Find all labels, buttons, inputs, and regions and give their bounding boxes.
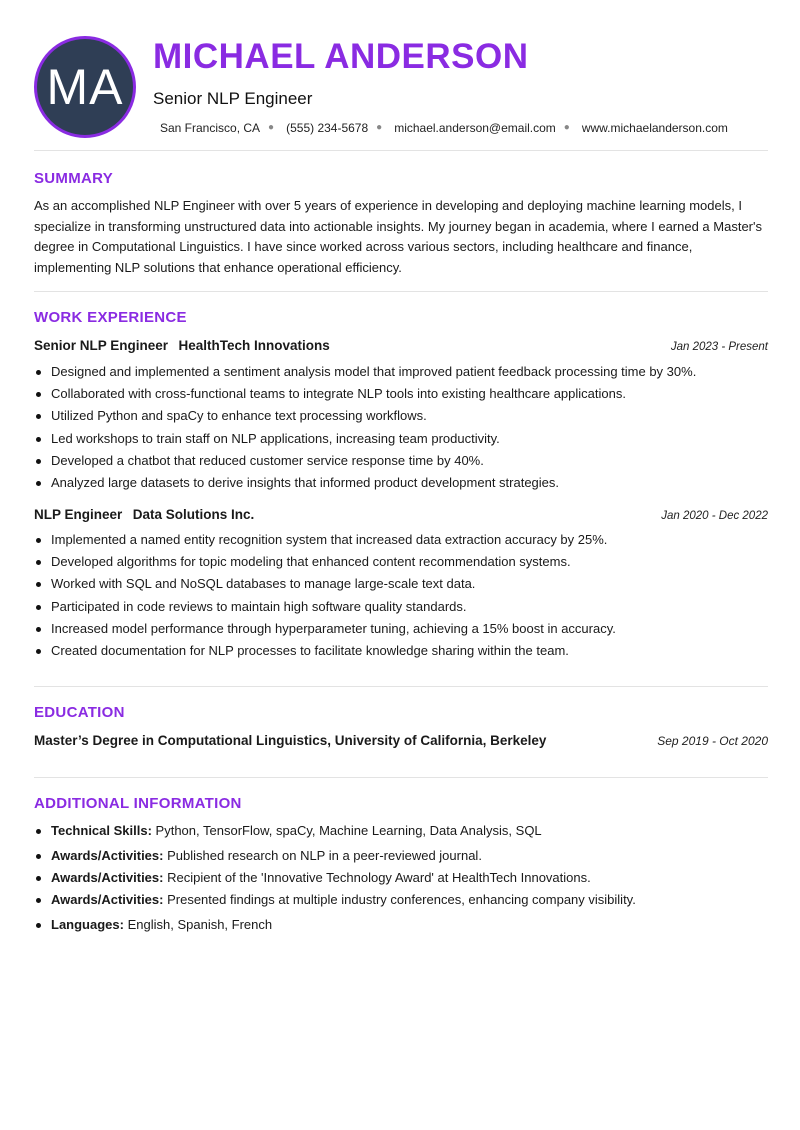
- contact-info: [160, 119, 728, 137]
- info-value: Published research on NLP in a peer-reviewed journal.: [167, 848, 482, 863]
- job-bullets: [34, 361, 768, 494]
- info-value: Presented findings at multiple industry conferences, enhancing company visibility.: [167, 892, 636, 907]
- info-label: Awards/Activities:: [51, 892, 164, 907]
- list-item: [34, 845, 768, 867]
- info-value: Recipient of the 'Innovative Technology Award' at HealthTech Innovations.: [167, 870, 591, 885]
- job-dates: Jan 2020 - Dec 2022: [661, 510, 768, 522]
- contact-phone: (555) 234-5678: [286, 121, 369, 135]
- list-item: [34, 914, 768, 936]
- experience-heading: WORK EXPERIENCE: [34, 309, 187, 326]
- info-value: Python, TensorFlow, spaCy, Machine Learning, Data Analysis, SQL: [155, 823, 542, 838]
- list-item: Analyzed large datasets to derive insights that informed product development strategies.: [34, 472, 768, 494]
- list-item: Designed and implemented a sentiment analysis model that improved patient feedback processing time by 30%.: [34, 361, 768, 383]
- info-label: Languages:: [51, 917, 124, 932]
- list-item: Participated in code reviews to maintain high software quality standards.: [34, 596, 768, 618]
- list-item: Worked with SQL and NoSQL databases to manage large-scale text data.: [34, 573, 768, 595]
- job-dates: Jan 2023 - Present: [670, 341, 768, 353]
- job-header: [34, 337, 768, 355]
- list-item: [34, 867, 768, 889]
- education-entry: [34, 733, 768, 748]
- list-item: [34, 820, 768, 842]
- additional-list: [34, 820, 768, 936]
- separator-dot-icon: ●: [376, 122, 383, 133]
- contact-website: www.michaelanderson.com: [581, 121, 728, 135]
- list-item: Developed a chatbot that reduced customer service response time by 40%.: [34, 450, 768, 472]
- job-bullets: [34, 529, 768, 662]
- section-divider: [34, 150, 768, 151]
- education-heading: EDUCATION: [34, 704, 125, 721]
- info-label: Awards/Activities:: [51, 848, 164, 863]
- job-company: Data Solutions Inc.: [132, 507, 255, 522]
- job-role: NLP Engineer: [34, 507, 123, 522]
- list-item: [34, 889, 768, 911]
- section-divider: [34, 686, 768, 687]
- info-label: Awards/Activities:: [51, 870, 164, 885]
- job-role: Senior NLP Engineer: [34, 338, 169, 353]
- summary-text: As an accomplished NLP Engineer with over 5 years of experience in developing and deploying machine learning models, I specialize in transforming unstructured data into actionable insights. My journey began in academia, where I earned a Master's degree in Computational Linguistics. I have since worked across various sectors, including healthcare and finance, implementing NLP solutions that enhance operational efficiency.: [34, 198, 762, 275]
- info-value: English, Spanish, French: [127, 917, 273, 932]
- list-item: Created documentation for NLP processes to facilitate knowledge sharing within the team.: [34, 640, 768, 662]
- avatar-initials: MA: [46, 59, 124, 115]
- avatar: [34, 36, 136, 138]
- info-label: Technical Skills:: [51, 823, 152, 838]
- list-item: Developed algorithms for topic modeling that enhanced content recommendation systems.: [34, 551, 768, 573]
- list-item: Implemented a named entity recognition system that increased data extraction accuracy by 25%.: [34, 529, 768, 551]
- education-degree: Master’s Degree in Computational Linguistics, University of California, Berkeley: [34, 733, 547, 748]
- list-item: Increased model performance through hyperparameter tuning, achieving a 15% boost in accuracy.: [34, 618, 768, 640]
- separator-dot-icon: ●: [563, 122, 570, 133]
- job-header: [34, 506, 768, 524]
- section-divider: [34, 291, 768, 292]
- additional-heading: ADDITIONAL INFORMATION: [34, 795, 242, 812]
- list-item: Led workshops to train staff on NLP applications, increasing team productivity.: [34, 428, 768, 450]
- candidate-title: Senior NLP Engineer: [153, 89, 313, 108]
- summary-heading: SUMMARY: [34, 170, 114, 187]
- candidate-name: MICHAEL ANDERSON: [153, 37, 529, 76]
- education-dates: Sep 2019 - Oct 2020: [657, 734, 768, 748]
- list-item: Utilized Python and spaCy to enhance text processing workflows.: [34, 405, 768, 427]
- contact-location: San Francisco, CA: [160, 121, 261, 135]
- contact-email: michael.anderson@email.com: [394, 121, 556, 135]
- list-item: Collaborated with cross-functional teams to integrate NLP tools into existing healthcare applications.: [34, 383, 768, 405]
- separator-dot-icon: ●: [268, 122, 275, 133]
- job-company: HealthTech Innovations: [178, 338, 330, 353]
- section-divider: [34, 777, 768, 778]
